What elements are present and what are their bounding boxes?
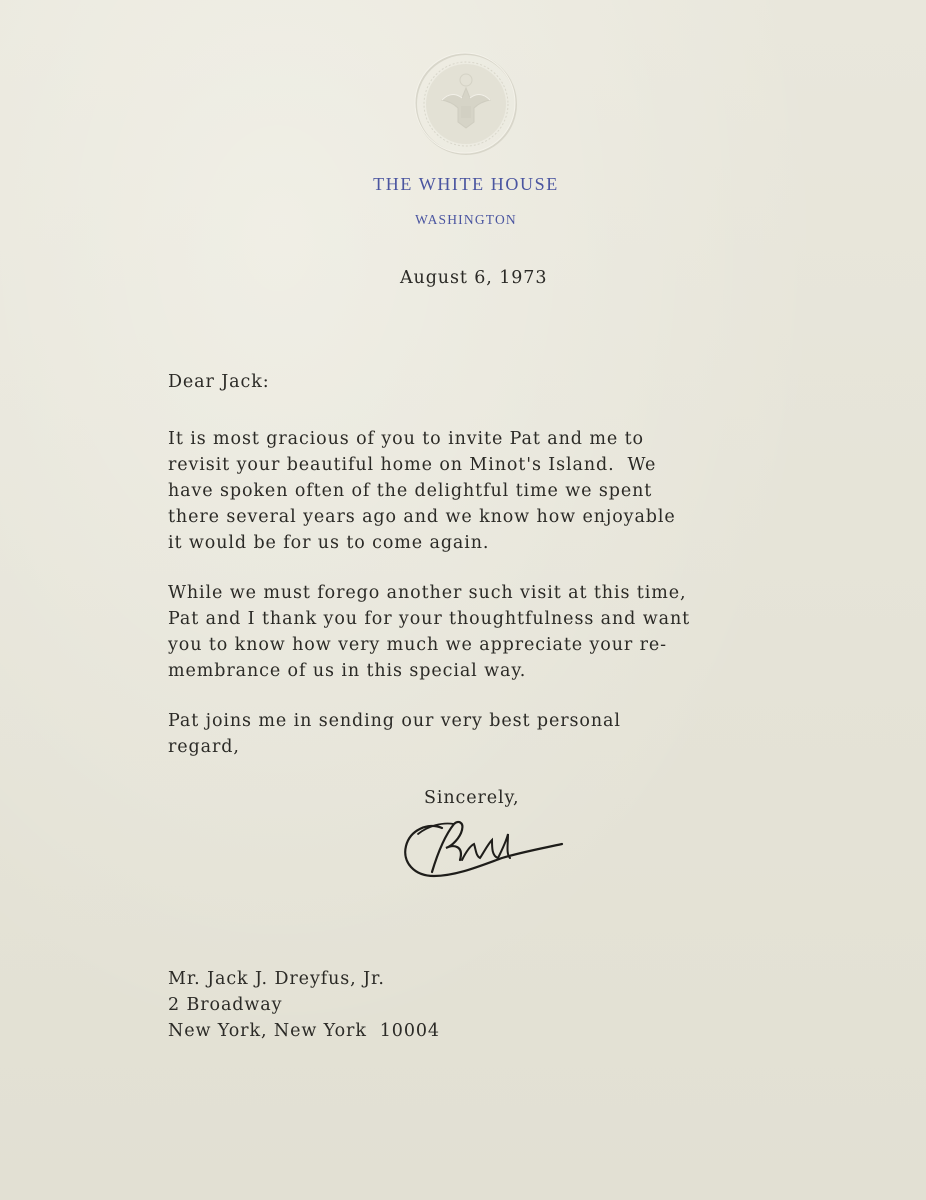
signature-icon [398,800,568,890]
recipient-street: 2 Broadway [168,995,283,1015]
body-line: there several years ago and we know how enjoyable [168,507,676,527]
recipient-name: Mr. Jack J. Dreyfus, Jr. [168,969,385,989]
closing: Sincerely, [424,788,520,808]
body-line: it would be for us to come again. [168,533,490,553]
body-line: While we must forego another such visit at this time, [168,583,687,603]
letterhead-subtitle: WASHINGTON [415,212,517,227]
body-line: regard, [168,737,240,757]
letterhead-title: THE WHITE HOUSE [373,174,559,194]
body-line: Pat joins me in sending our very best personal [168,711,621,731]
recipient-city: New York, New York 10004 [168,1021,440,1041]
letter-date: August 6, 1973 [400,268,548,288]
body-line: Pat and I thank you for your thoughtfulness and want [168,609,691,629]
body-line: revisit your beautiful home on Minot's Island. We [168,455,657,475]
body-line: have spoken often of the delightful time we spent [168,481,653,501]
salutation: Dear Jack: [168,372,270,392]
body-line: membrance of us in this special way. [168,661,527,681]
body-line: you to know how very much we appreciate your re- [168,635,667,655]
body-line: It is most gracious of you to invite Pat and me to [168,429,644,449]
presidential-seal-icon [412,50,520,158]
